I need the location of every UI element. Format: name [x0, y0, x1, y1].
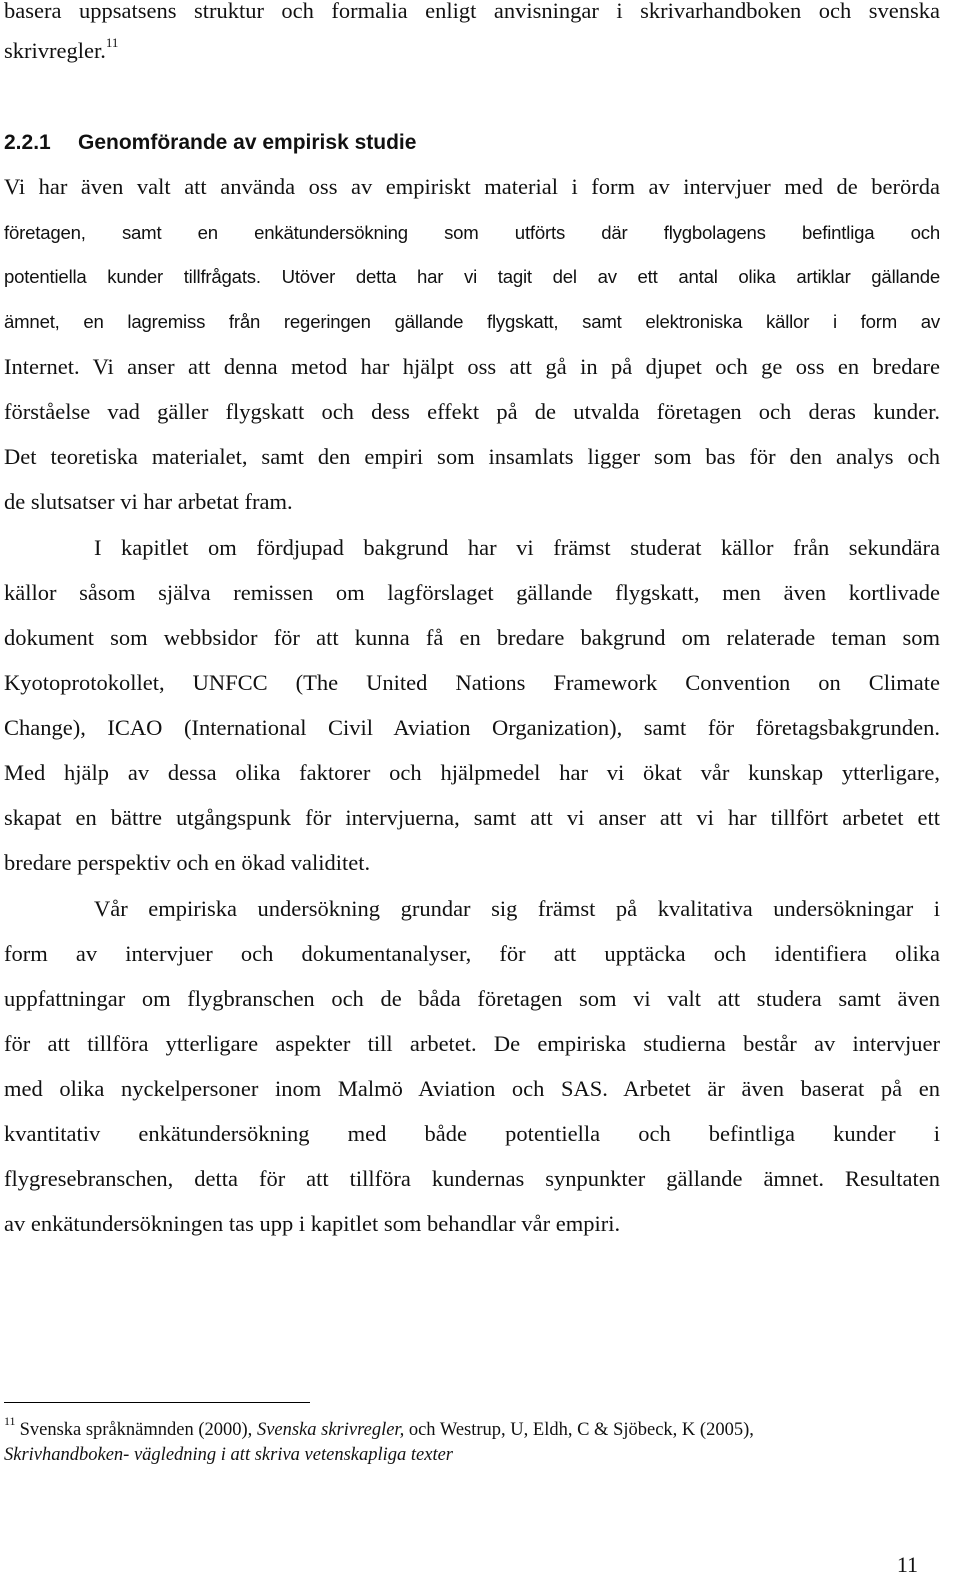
paragraph-3-line-6: kvantitativ enkätundersökning med både potentiella och befintliga kunder i: [4, 1121, 940, 1146]
paragraph-2-line-7: skapat en bättre utgångspunk för intervjuerna, samt att vi anser att vi har tillfört arbetet ett: [4, 805, 940, 830]
paragraph-1-line-7: Det teoretiska materialet, samt den empiri som insamlats ligger som bas för den analys och: [4, 444, 940, 469]
paragraph-2-line-6: Med hjälp av dessa olika faktorer och hjälpmedel har vi ökat vår kunskap ytterligare,: [4, 760, 940, 785]
paragraph-3-line-8: av enkätundersökningen tas upp i kapitlet som behandlar vår empiri.: [4, 1211, 621, 1236]
paragraph-2-line-3: dokument som webbsidor för att kunna få en bredare bakgrund om relaterade teman som: [4, 625, 940, 650]
section-heading: [4, 128, 416, 158]
intro-line-2-text: skrivregler.: [4, 38, 106, 63]
footnote-reference: 11: [105, 34, 119, 50]
paragraph-1-line-6: förståelse vad gäller flygskatt och dess effekt på de utvalda företagen och deras kunder.: [4, 399, 940, 424]
paragraph-1-line-8: de slutsatser vi har arbetat fram.: [4, 489, 293, 514]
footnote-line-1: [4, 1413, 754, 1442]
paragraph-1-line-5: Internet. Vi anser att denna metod har hjälpt oss att gå in på djupet och ge oss en bredare: [4, 354, 940, 379]
section-title: Genomförande av empirisk studie: [78, 131, 417, 154]
footnote-part-2: Svenska skrivregler,: [256, 1420, 405, 1440]
paragraph-2-line-2: källor såsom själva remissen om lagförslaget gällande flygskatt, men även kortlivade: [4, 580, 940, 605]
paragraph-1-line-4: ämnet, en lagremiss från regeringen gällande flygskatt, samt elektroniska källor i form av: [4, 311, 940, 332]
footnote-part-1: Svenska språknämnden (2000),: [19, 1420, 253, 1440]
paragraph-1-line-1: Vi har även valt att använda oss av empiriskt material i form av intervjuer med de berörda: [4, 174, 940, 199]
footnote-separator: [4, 1402, 310, 1403]
paragraph-1-line-2: företagen, samt en enkätundersökning som utförts där flygbolagens befintliga och: [4, 222, 940, 243]
document-page: [4, 0, 940, 1590]
page-number: 11: [896, 1552, 918, 1577]
paragraph-1-line-3: potentiella kunder tillfrågats. Utöver detta har vi tagit del av ett antal olika artiklar gällande: [4, 266, 940, 287]
footnote-mark: 11: [4, 1413, 16, 1428]
intro-line-2: [4, 36, 940, 66]
footnote-line-2: Skrivhandboken- vägledning i att skriva vetenskapliga texter: [4, 1445, 454, 1465]
paragraph-3-line-7: flygresebranschen, detta för att tillföra kundernas synpunkter gällande ämnet. Resultaten: [4, 1166, 940, 1191]
paragraph-2-line-4: Kyotoprotokollet, UNFCC (The United Nations Framework Convention on Climate: [4, 670, 940, 695]
paragraph-3-line-1: Vår empiriska undersökning grundar sig främst på kvalitativa undersökningar i: [94, 896, 940, 921]
footnote-part-3: och Westrup, U, Eldh, C & Sjöbeck, K (2005),: [408, 1420, 754, 1440]
paragraph-2-line-8: bredare perspektiv och en ökad validitet.: [4, 850, 371, 875]
paragraph-2-line-5: Change), ICAO (International Civil Aviation Organization), samt för företagsbakgrunden.: [4, 715, 940, 740]
section-number: 2.2.1: [4, 131, 51, 154]
paragraph-3-line-2: form av intervjuer och dokumentanalyser, för att upptäcka och identifiera olika: [4, 941, 940, 966]
paragraph-3-line-5: med olika nyckelpersoner inom Malmö Aviation och SAS. Arbetet är även baserat på en: [4, 1076, 940, 1101]
paragraph-3-line-4: för att tillföra ytterligare aspekter till arbetet. De empiriska studierna består av intervjuer: [4, 1031, 940, 1056]
intro-line-1: basera uppsatsens struktur och formalia enligt anvisningar i skrivarhandboken och svenska: [4, 0, 940, 23]
paragraph-2-line-1: I kapitlet om fördjupad bakgrund har vi främst studerat källor från sekundära: [94, 535, 940, 560]
paragraph-3-line-3: uppfattningar om flygbranschen och de båda företagen som vi valt att studera samt även: [4, 986, 940, 1011]
